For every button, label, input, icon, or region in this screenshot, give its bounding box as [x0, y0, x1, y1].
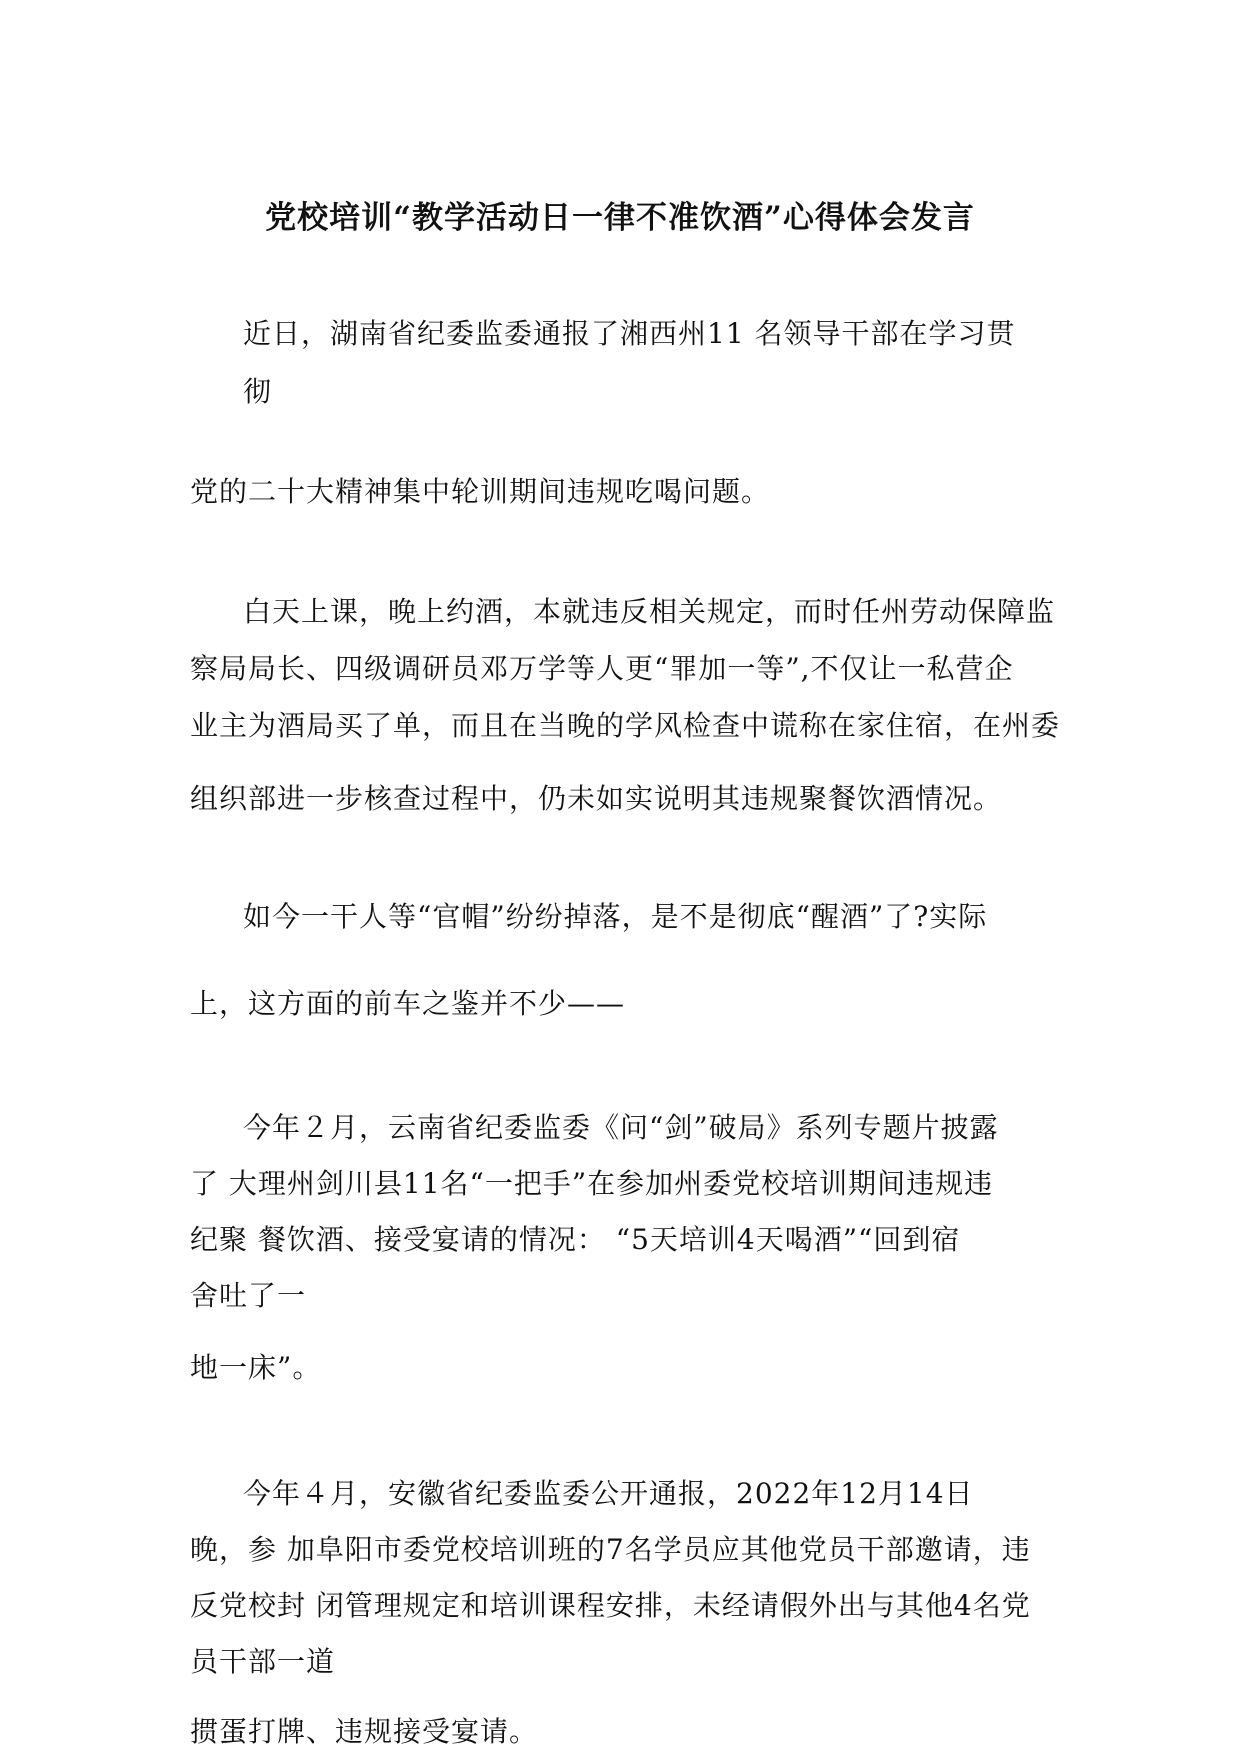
- paragraph-7-line-3: 反党校封 闭管理规定和培训课程安排，未经请假外出与其他4名党: [190, 1589, 1031, 1622]
- paragraph-7-line-2: 晚，参 加阜阳市委党校培训班的7名学员应其他党员干部邀请，违: [190, 1533, 1031, 1566]
- paragraph-3-line-4: 组织部进一步核查过程中，仍未如实说明其违规聚餐饮酒情况。: [190, 782, 1003, 815]
- paragraph-6-line-1: 地一床”。: [190, 1351, 322, 1384]
- paragraph-3-line-1: 白天上课，晚上约酒，本就违反相关规定，而时任州劳动保障监: [243, 595, 1056, 628]
- paragraph-3-line-2: 察局局长、四级调研员邓万学等人更“罪加一等”,不仅让一私营企: [190, 652, 1014, 685]
- paragraph-1-line-1: 近日，湖南省纪委监委通报了湘西州11 名领导干部在学习贯: [243, 317, 1016, 350]
- paragraph-7-line-1: 今年４月，安徽省纪委监委公开通报，2022年12月14日: [243, 1477, 974, 1510]
- paragraph-5-line-3: 纪聚 餐饮酒、接受宴请的情况： “5天培训4天喝酒”“回到宿: [190, 1223, 961, 1256]
- paragraph-5-line-2: 了 大理州剑川县11名“一把手”在参加州委党校培训期间违规违: [190, 1167, 994, 1200]
- paragraph-5-line-4: 舍吐了一: [190, 1279, 307, 1312]
- paragraph-5-line-1: 今年２月，云南省纪委监委《问“剑”破局》系列专题片披露: [243, 1111, 999, 1144]
- document-title: 党校培训“教学活动日一律不准饮酒”心得体会发言: [265, 200, 975, 236]
- paragraph-4-line-1: 如今一干人等“官帽”纷纷掉落，是不是彻底“醒酒”了?实际: [243, 900, 988, 933]
- paragraph-2-line-1: 党的二十大精神集中轮训期间违规吃喝问题。: [190, 475, 771, 508]
- paragraph-1-line-2: 彻: [243, 375, 273, 408]
- paragraph-8-line-1: 掼蛋打牌、违规接受宴请。: [190, 1715, 539, 1748]
- paragraph-4-line-2: 上，这方面的前车之鉴并不少——: [190, 987, 626, 1020]
- paragraph-7-line-4: 员干部一道: [190, 1645, 336, 1678]
- paragraph-3-line-3: 业主为酒局买了单，而且在当晚的学风检查中谎称在家住宿，在州委: [190, 709, 1061, 742]
